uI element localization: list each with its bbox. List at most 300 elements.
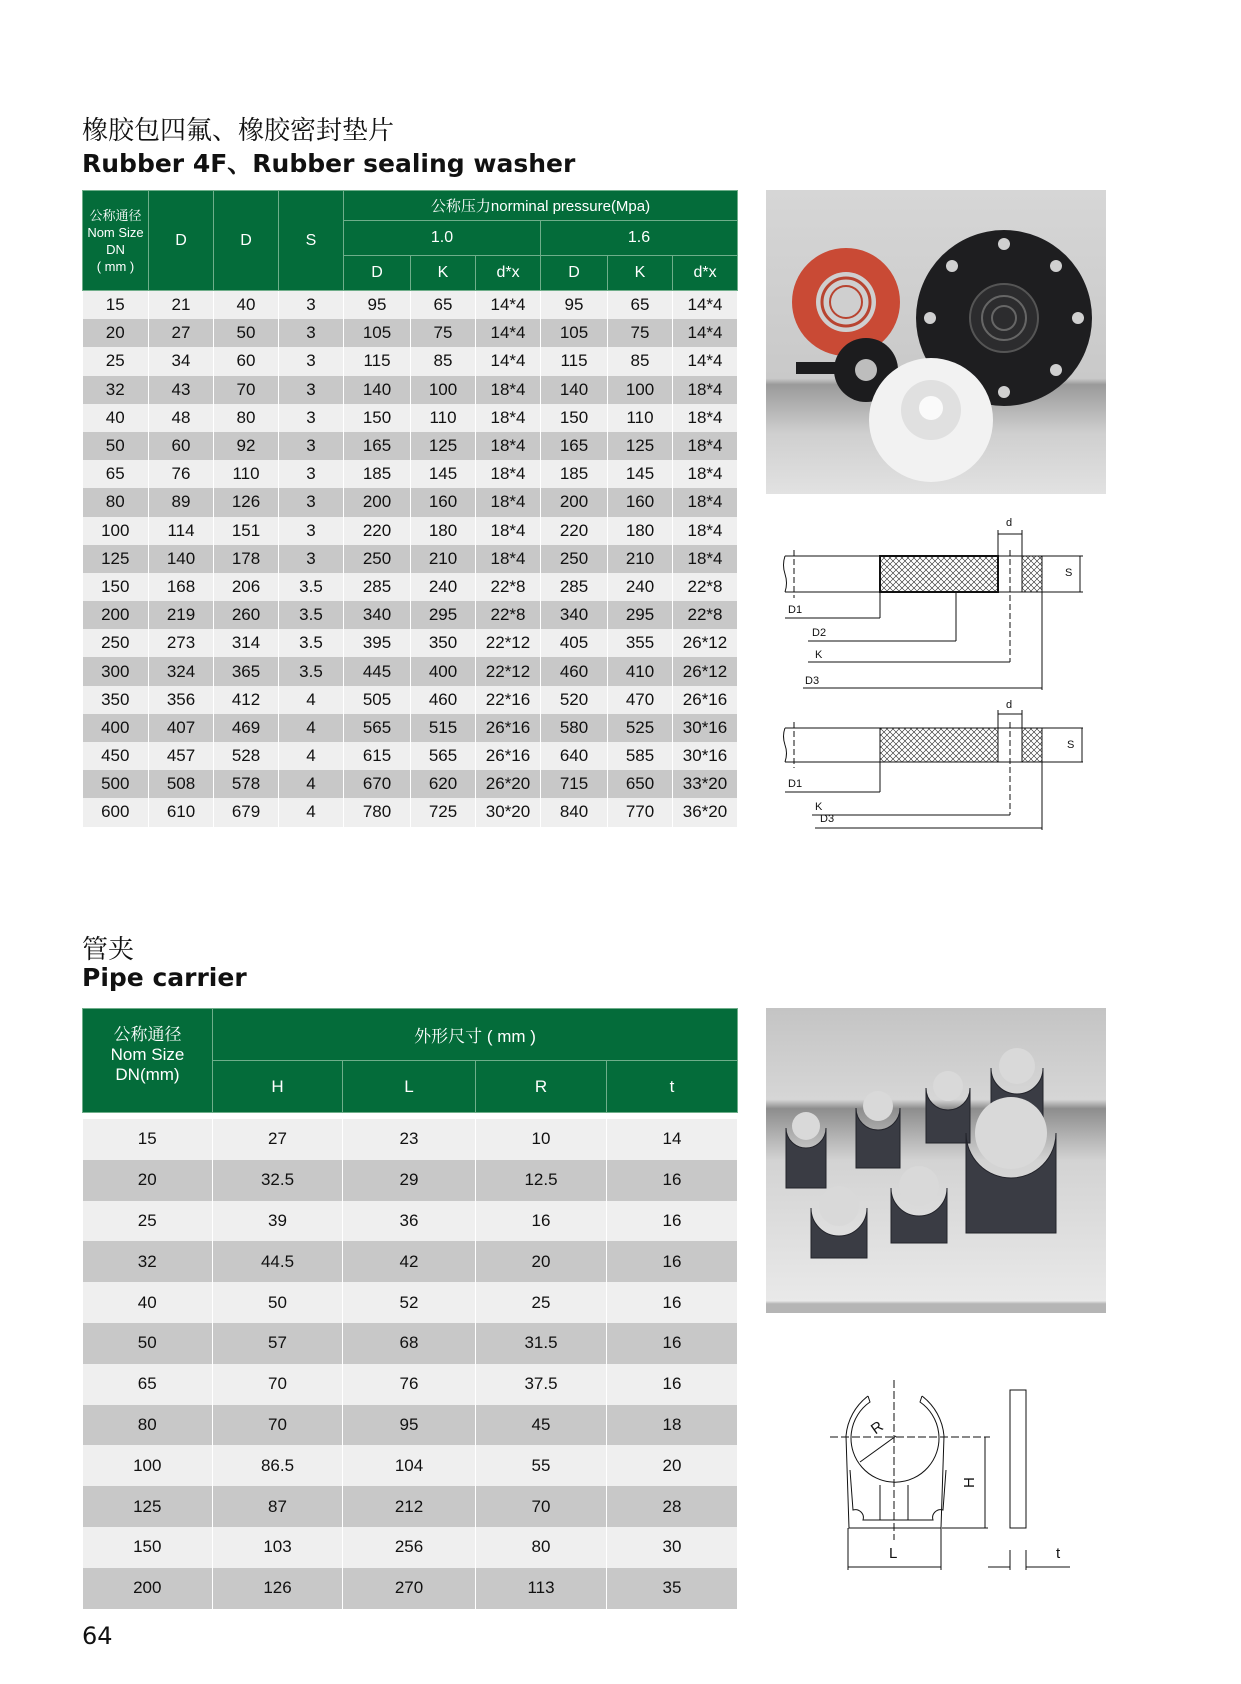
- table-cell: 3: [279, 545, 344, 573]
- table-cell: 20: [83, 1160, 213, 1201]
- table-cell: 18*4: [673, 376, 738, 404]
- table-cell: 22*8: [476, 573, 541, 601]
- table-row: [83, 376, 738, 404]
- table-cell: 27: [149, 319, 214, 347]
- table-cell: 3: [279, 488, 344, 516]
- table-cell: 80: [214, 404, 279, 432]
- washer-dimension-diagram: [770, 510, 1100, 840]
- table-cell: 273: [149, 629, 214, 657]
- table-cell: 100: [608, 376, 673, 404]
- table-row: [83, 1241, 738, 1282]
- table-cell: 240: [608, 573, 673, 601]
- table-cell: 31.5: [476, 1323, 607, 1364]
- table-cell: 520: [541, 686, 608, 714]
- table-cell: 26*16: [673, 686, 738, 714]
- table-row: [83, 770, 738, 798]
- table-cell: 25: [83, 1201, 213, 1242]
- label-d: d: [1006, 517, 1013, 529]
- table-cell: 4: [279, 798, 344, 826]
- label-h: H: [961, 1477, 978, 1488]
- table-cell: 65: [83, 460, 149, 488]
- page-number: 64: [82, 1622, 113, 1650]
- table-cell: 30*16: [673, 742, 738, 770]
- table-cell: 365: [214, 657, 279, 685]
- table-row: [83, 1568, 738, 1609]
- table-cell: 578: [214, 770, 279, 798]
- table-cell: 32: [83, 376, 149, 404]
- table-cell: 407: [149, 714, 214, 742]
- table-cell: 52: [343, 1282, 476, 1323]
- table-row: [83, 1323, 738, 1364]
- table-cell: 18*4: [476, 517, 541, 545]
- table-row: [83, 347, 738, 375]
- table-cell: 240: [411, 573, 476, 601]
- subheader-5: d*x: [673, 256, 738, 291]
- label-d-2: d: [1006, 699, 1013, 711]
- nom-size-unit: ( mm ): [96, 258, 135, 274]
- table-row: [83, 1527, 738, 1568]
- table-cell: 165: [344, 432, 411, 460]
- table-cell: 110: [214, 460, 279, 488]
- table-cell: 650: [608, 770, 673, 798]
- nom-size-cn: 公称通径: [89, 207, 142, 223]
- table-cell: 110: [608, 404, 673, 432]
- table-cell: 16: [607, 1282, 738, 1323]
- table-cell: 460: [411, 686, 476, 714]
- label-s-2: S: [1067, 739, 1075, 751]
- subheader-r: R: [476, 1061, 607, 1113]
- table-cell: 14*4: [673, 347, 738, 375]
- table-cell: 4: [279, 770, 344, 798]
- table-cell: 285: [344, 573, 411, 601]
- table-cell: 18*4: [476, 460, 541, 488]
- table-row: [83, 1486, 738, 1527]
- table-cell: 87: [213, 1486, 343, 1527]
- pipe-carrier-table: [82, 1008, 738, 1609]
- table-cell: 104: [343, 1445, 476, 1486]
- table-cell: 39: [213, 1201, 343, 1242]
- table-row: [83, 319, 738, 347]
- table-cell: 3: [279, 432, 344, 460]
- table-cell: 35: [607, 1568, 738, 1609]
- table-cell: 18*4: [673, 404, 738, 432]
- table-cell: 270: [343, 1568, 476, 1609]
- table-cell: 160: [411, 488, 476, 516]
- table-cell: 75: [608, 319, 673, 347]
- table-cell: 3.5: [279, 601, 344, 629]
- header-d1: D: [149, 191, 214, 291]
- nom-size-dn: DN: [106, 241, 125, 257]
- table-cell: 76: [149, 460, 214, 488]
- table-cell: 220: [344, 517, 411, 545]
- table-cell: 37.5: [476, 1364, 607, 1405]
- table-cell: 36*20: [673, 798, 738, 826]
- table-cell: 95: [343, 1405, 476, 1446]
- table-cell: 25: [476, 1282, 607, 1323]
- table-cell: 356: [149, 686, 214, 714]
- table-row: [83, 488, 738, 516]
- table-cell: 23: [343, 1119, 476, 1160]
- table-cell: 165: [541, 432, 608, 460]
- table-cell: 26*16: [476, 714, 541, 742]
- table-cell: 26*12: [673, 657, 738, 685]
- table-row: [83, 1445, 738, 1486]
- table-cell: 125: [83, 545, 149, 573]
- table-cell: 355: [608, 629, 673, 657]
- table-cell: 26*16: [476, 742, 541, 770]
- table-cell: 16: [607, 1323, 738, 1364]
- table-cell: 3: [279, 291, 344, 320]
- table-cell: 450: [83, 742, 149, 770]
- table-cell: 515: [411, 714, 476, 742]
- table-cell: 18*4: [476, 376, 541, 404]
- table-cell: 18*4: [673, 488, 738, 516]
- label-d3: D3: [805, 675, 820, 687]
- table-cell: 14: [607, 1119, 738, 1160]
- table-cell: 70: [213, 1405, 343, 1446]
- table-cell: 410: [608, 657, 673, 685]
- label-d1-2: D1: [788, 778, 803, 790]
- table-cell: 18*4: [673, 432, 738, 460]
- table-row: [83, 714, 738, 742]
- table-row: [83, 432, 738, 460]
- pipe-carrier-photo: [766, 1008, 1106, 1313]
- table-cell: 36: [343, 1201, 476, 1242]
- table-cell: 151: [214, 517, 279, 545]
- table-cell: 110: [411, 404, 476, 432]
- table-cell: 140: [344, 376, 411, 404]
- header-nom-size: [83, 1009, 213, 1113]
- table-cell: 57: [213, 1323, 343, 1364]
- table-cell: 50: [83, 1323, 213, 1364]
- table-cell: 60: [214, 347, 279, 375]
- table-cell: 32: [83, 1241, 213, 1282]
- subheader-0: D: [344, 256, 411, 291]
- table-cell: 412: [214, 686, 279, 714]
- table-cell: 670: [344, 770, 411, 798]
- header-pressure: 公称压力norminal pressure(Mpa): [344, 191, 738, 221]
- table-cell: 22*8: [673, 601, 738, 629]
- table-cell: 469: [214, 714, 279, 742]
- table-cell: 14*4: [476, 319, 541, 347]
- table-cell: 100: [411, 376, 476, 404]
- table-cell: 400: [411, 657, 476, 685]
- table-cell: 65: [83, 1364, 213, 1405]
- table-cell: 780: [344, 798, 411, 826]
- header-s: S: [279, 191, 344, 291]
- table-cell: 18*4: [673, 545, 738, 573]
- table-cell: 22*12: [476, 629, 541, 657]
- table-cell: 508: [149, 770, 214, 798]
- table-cell: 220: [541, 517, 608, 545]
- table-cell: 4: [279, 742, 344, 770]
- table-cell: 92: [214, 432, 279, 460]
- table-cell: 3: [279, 404, 344, 432]
- table-cell: 80: [83, 1405, 213, 1446]
- label-r: R: [867, 1417, 887, 1438]
- table-cell: 30*16: [673, 714, 738, 742]
- table-cell: 219: [149, 601, 214, 629]
- table-cell: 300: [83, 657, 149, 685]
- table-cell: 50: [83, 432, 149, 460]
- nom-size-dn: DN(mm): [115, 1065, 180, 1084]
- table-cell: 314: [214, 629, 279, 657]
- subheader-l: L: [343, 1061, 476, 1113]
- table-cell: 65: [608, 291, 673, 320]
- table-cell: 50: [213, 1282, 343, 1323]
- table-cell: 26*20: [476, 770, 541, 798]
- table-cell: 115: [541, 347, 608, 375]
- table-cell: 115: [344, 347, 411, 375]
- table-cell: 295: [411, 601, 476, 629]
- table-cell: 14*4: [673, 319, 738, 347]
- table-cell: 340: [344, 601, 411, 629]
- table-cell: 18*4: [673, 517, 738, 545]
- table-cell: 615: [344, 742, 411, 770]
- table-cell: 340: [541, 601, 608, 629]
- table-cell: 160: [608, 488, 673, 516]
- table-cell: 18*4: [476, 488, 541, 516]
- label-d1: D1: [788, 604, 803, 616]
- header-dimensions: 外形尺寸 ( mm ): [213, 1009, 738, 1061]
- table-cell: 150: [83, 1527, 213, 1568]
- header-nom-size: [83, 191, 149, 291]
- table-cell: 15: [83, 1119, 213, 1160]
- table-cell: 405: [541, 629, 608, 657]
- table-cell: 150: [541, 404, 608, 432]
- table-cell: 10: [476, 1119, 607, 1160]
- table-cell: 256: [343, 1527, 476, 1568]
- label-d2: D2: [812, 627, 827, 639]
- table-cell: 840: [541, 798, 608, 826]
- table-row: [83, 686, 738, 714]
- table-cell: 206: [214, 573, 279, 601]
- table-row: [83, 460, 738, 488]
- table-row: [83, 798, 738, 826]
- table-cell: 22*12: [476, 657, 541, 685]
- washer-spec-table: [82, 190, 738, 827]
- table-cell: 95: [541, 291, 608, 320]
- table-cell: 70: [476, 1486, 607, 1527]
- table-cell: 43: [149, 376, 214, 404]
- table-cell: 3.5: [279, 657, 344, 685]
- header-pressure-1-0: 1.0: [344, 221, 541, 256]
- pipe-carrier-dimension-diagram: [820, 1370, 1080, 1580]
- washer-photo-image: [766, 190, 1106, 494]
- table-cell: 185: [541, 460, 608, 488]
- table-cell: 260: [214, 601, 279, 629]
- table-cell: 500: [83, 770, 149, 798]
- table-cell: 126: [213, 1568, 343, 1609]
- table-cell: 400: [83, 714, 149, 742]
- table-cell: 21: [149, 291, 214, 320]
- table-cell: 55: [476, 1445, 607, 1486]
- table-cell: 76: [343, 1364, 476, 1405]
- table-cell: 140: [541, 376, 608, 404]
- table-cell: 65: [411, 291, 476, 320]
- table-cell: 3: [279, 376, 344, 404]
- table-cell: 42: [343, 1241, 476, 1282]
- table-cell: 105: [344, 319, 411, 347]
- table-cell: 457: [149, 742, 214, 770]
- table-cell: 4: [279, 686, 344, 714]
- table-cell: 3: [279, 347, 344, 375]
- table-cell: 18*4: [673, 460, 738, 488]
- table-cell: 40: [214, 291, 279, 320]
- table-cell: 18*4: [476, 545, 541, 573]
- table-cell: 33*20: [673, 770, 738, 798]
- table-cell: 44.5: [213, 1241, 343, 1282]
- table-cell: 200: [83, 1568, 213, 1609]
- table-row: [83, 291, 738, 320]
- table-cell: 16: [607, 1241, 738, 1282]
- subheader-3: D: [541, 256, 608, 291]
- table-cell: 68: [343, 1323, 476, 1364]
- table-cell: 585: [608, 742, 673, 770]
- table-cell: 200: [541, 488, 608, 516]
- label-l: L: [889, 1545, 898, 1562]
- table-cell: 25: [83, 347, 149, 375]
- header-d2: D: [214, 191, 279, 291]
- table-row: [83, 629, 738, 657]
- table-row: [83, 1405, 738, 1446]
- nom-size-en: Nom Size: [87, 224, 144, 240]
- label-d3-2: D3: [820, 813, 835, 825]
- table-cell: 168: [149, 573, 214, 601]
- table-row: [83, 573, 738, 601]
- table-cell: 20: [83, 319, 149, 347]
- table-cell: 600: [83, 798, 149, 826]
- table-cell: 140: [149, 545, 214, 573]
- label-k: K: [815, 649, 823, 661]
- table-cell: 80: [476, 1527, 607, 1568]
- table-cell: 3: [279, 319, 344, 347]
- table-row: [83, 1282, 738, 1323]
- table-cell: 27: [213, 1119, 343, 1160]
- table-row: [83, 404, 738, 432]
- table-cell: 28: [607, 1486, 738, 1527]
- table-cell: 145: [411, 460, 476, 488]
- table-cell: 4: [279, 714, 344, 742]
- table-row: [83, 517, 738, 545]
- table-cell: 250: [344, 545, 411, 573]
- table-cell: 3: [279, 460, 344, 488]
- table-cell: 18*4: [476, 404, 541, 432]
- table-cell: 48: [149, 404, 214, 432]
- table-cell: 3: [279, 517, 344, 545]
- table-cell: 30: [607, 1527, 738, 1568]
- table-cell: 250: [541, 545, 608, 573]
- section1-title-en: Rubber 4F、Rubber sealing washer: [82, 149, 576, 178]
- washer-photo: [766, 190, 1106, 494]
- table-cell: 770: [608, 798, 673, 826]
- nom-size-en: Nom Size: [110, 1045, 185, 1064]
- table-cell: 565: [344, 714, 411, 742]
- section2-title-cn: 管夹: [82, 935, 135, 965]
- table-cell: 126: [214, 488, 279, 516]
- table-cell: 70: [213, 1364, 343, 1405]
- table-cell: 212: [343, 1486, 476, 1527]
- table-cell: 210: [608, 545, 673, 573]
- table-cell: 30*20: [476, 798, 541, 826]
- table-cell: 85: [411, 347, 476, 375]
- table-cell: 34: [149, 347, 214, 375]
- table-row: [83, 1160, 738, 1201]
- table-cell: 470: [608, 686, 673, 714]
- table-cell: 200: [83, 601, 149, 629]
- table-cell: 580: [541, 714, 608, 742]
- table-row: [83, 1364, 738, 1405]
- table-cell: 20: [607, 1445, 738, 1486]
- table-row: [83, 1119, 738, 1160]
- table-cell: 16: [607, 1201, 738, 1242]
- table-cell: 250: [83, 629, 149, 657]
- table-cell: 505: [344, 686, 411, 714]
- table-cell: 113: [476, 1568, 607, 1609]
- section1-title-cn: 橡胶包四氟、橡胶密封垫片: [82, 116, 395, 146]
- table-row: [83, 1201, 738, 1242]
- table-cell: 80: [83, 488, 149, 516]
- table-cell: 86.5: [213, 1445, 343, 1486]
- table-cell: 16: [607, 1364, 738, 1405]
- pipe-carrier-photo-image: [766, 1008, 1106, 1313]
- table-cell: 14*4: [673, 291, 738, 320]
- label-t: t: [1056, 1545, 1061, 1562]
- table-cell: 180: [411, 517, 476, 545]
- table-cell: 100: [83, 1445, 213, 1486]
- table-cell: 178: [214, 545, 279, 573]
- table-cell: 125: [83, 1486, 213, 1527]
- subheader-4: K: [608, 256, 673, 291]
- table-cell: 105: [541, 319, 608, 347]
- header-pressure-1-6: 1.6: [541, 221, 738, 256]
- subheader-2: d*x: [476, 256, 541, 291]
- table-row: [83, 601, 738, 629]
- table-cell: 22*8: [673, 573, 738, 601]
- table-cell: 679: [214, 798, 279, 826]
- table-cell: 125: [608, 432, 673, 460]
- table-cell: 3.5: [279, 629, 344, 657]
- table-cell: 18*4: [476, 432, 541, 460]
- table-cell: 350: [411, 629, 476, 657]
- table-cell: 89: [149, 488, 214, 516]
- table-cell: 610: [149, 798, 214, 826]
- table-cell: 200: [344, 488, 411, 516]
- table-cell: 525: [608, 714, 673, 742]
- table-cell: 26*12: [673, 629, 738, 657]
- table-cell: 12.5: [476, 1160, 607, 1201]
- table-cell: 528: [214, 742, 279, 770]
- table-cell: 15: [83, 291, 149, 320]
- table-row: [83, 657, 738, 685]
- table-cell: 460: [541, 657, 608, 685]
- table-cell: 100: [83, 517, 149, 545]
- label-k-2: K: [815, 801, 823, 813]
- table-cell: 40: [83, 1282, 213, 1323]
- table-cell: 29: [343, 1160, 476, 1201]
- table-cell: 40: [83, 404, 149, 432]
- table-cell: 3.5: [279, 573, 344, 601]
- table-cell: 620: [411, 770, 476, 798]
- section2-title-en: Pipe carrier: [82, 963, 247, 992]
- table-cell: 150: [344, 404, 411, 432]
- table-cell: 16: [607, 1160, 738, 1201]
- table-cell: 640: [541, 742, 608, 770]
- table-cell: 14*4: [476, 291, 541, 320]
- subheader-h: H: [213, 1061, 343, 1113]
- table-cell: 18: [607, 1405, 738, 1446]
- subheader-t: t: [607, 1061, 738, 1113]
